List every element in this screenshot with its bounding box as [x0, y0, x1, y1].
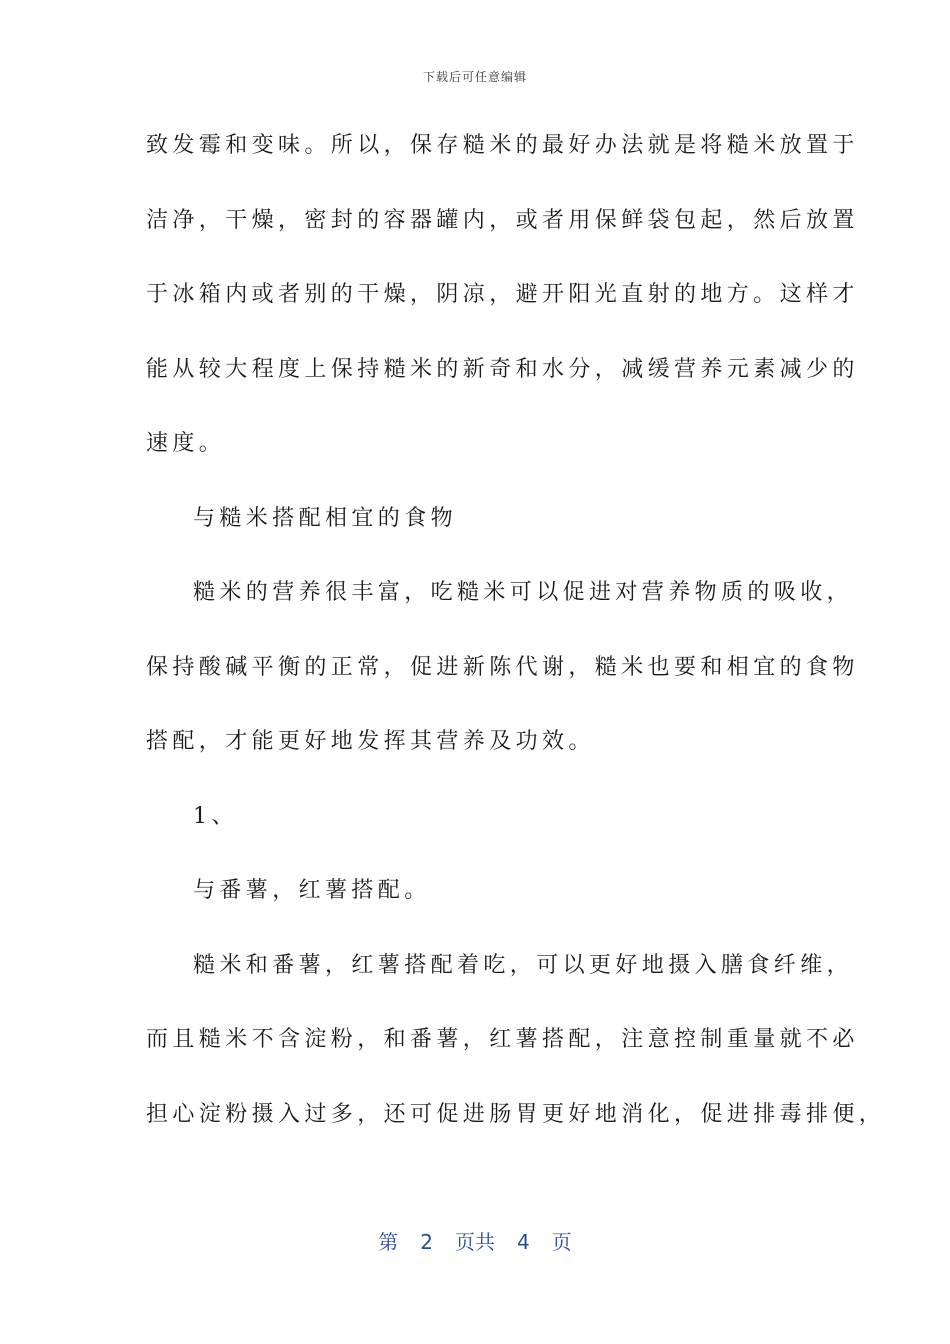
text-line: 担心淀粉摄入过多，还可促进肠胃更好地消化，促进排毒排便， — [146, 1101, 886, 1127]
text-line: 致发霉和变味。所以，保存糙米的最好办法就是将糙米放置于 — [146, 133, 859, 158]
text-line: 而且糙米不含淀粉，和番薯，红薯搭配，注意控制重量就不必 — [146, 1027, 859, 1052]
footer-middle: 页共 — [455, 1230, 495, 1254]
footer-prefix: 第 — [378, 1230, 399, 1254]
text-line: 搭配，才能更好地发挥其营养及功效。 — [146, 729, 595, 754]
text-line: 能从较大程度上保持糙米的新奇和水分，减缓营养元素减少的 — [146, 356, 859, 382]
page-header: 下载后可任意编辑 — [422, 70, 527, 84]
section-heading: 与糙米搭配相宜的食物 — [193, 505, 458, 531]
text-line: 于冰箱内或者别的干燥，阴凉，避开阳光直射的地方。这样才 — [146, 282, 859, 307]
text-line: 速度。 — [146, 431, 226, 456]
footer-suffix: 页 — [551, 1230, 572, 1254]
text-line: 保持酸碱平衡的正常，促进新陈代谢，糙米也要和相宜的食物 — [146, 654, 859, 680]
text-line: 糙米的营养很丰富，吃糙米可以促进对营养物质的吸收， — [193, 580, 854, 605]
list-number: 1、 — [193, 803, 238, 829]
text-line: 洁净，干燥，密封的容器罐内，或者用保鲜袋包起，然后放置 — [146, 207, 859, 233]
total-pages-number: 4 — [517, 1230, 530, 1254]
document-body — [146, 124, 886, 1167]
text-line: 糙米和番薯，红薯搭配着吃，可以更好地摄入膳食纤维， — [193, 952, 854, 978]
current-page-number: 2 — [420, 1230, 433, 1254]
list-item-title: 与番薯，红薯搭配。 — [193, 878, 431, 903]
page-footer — [0, 1226, 950, 1255]
